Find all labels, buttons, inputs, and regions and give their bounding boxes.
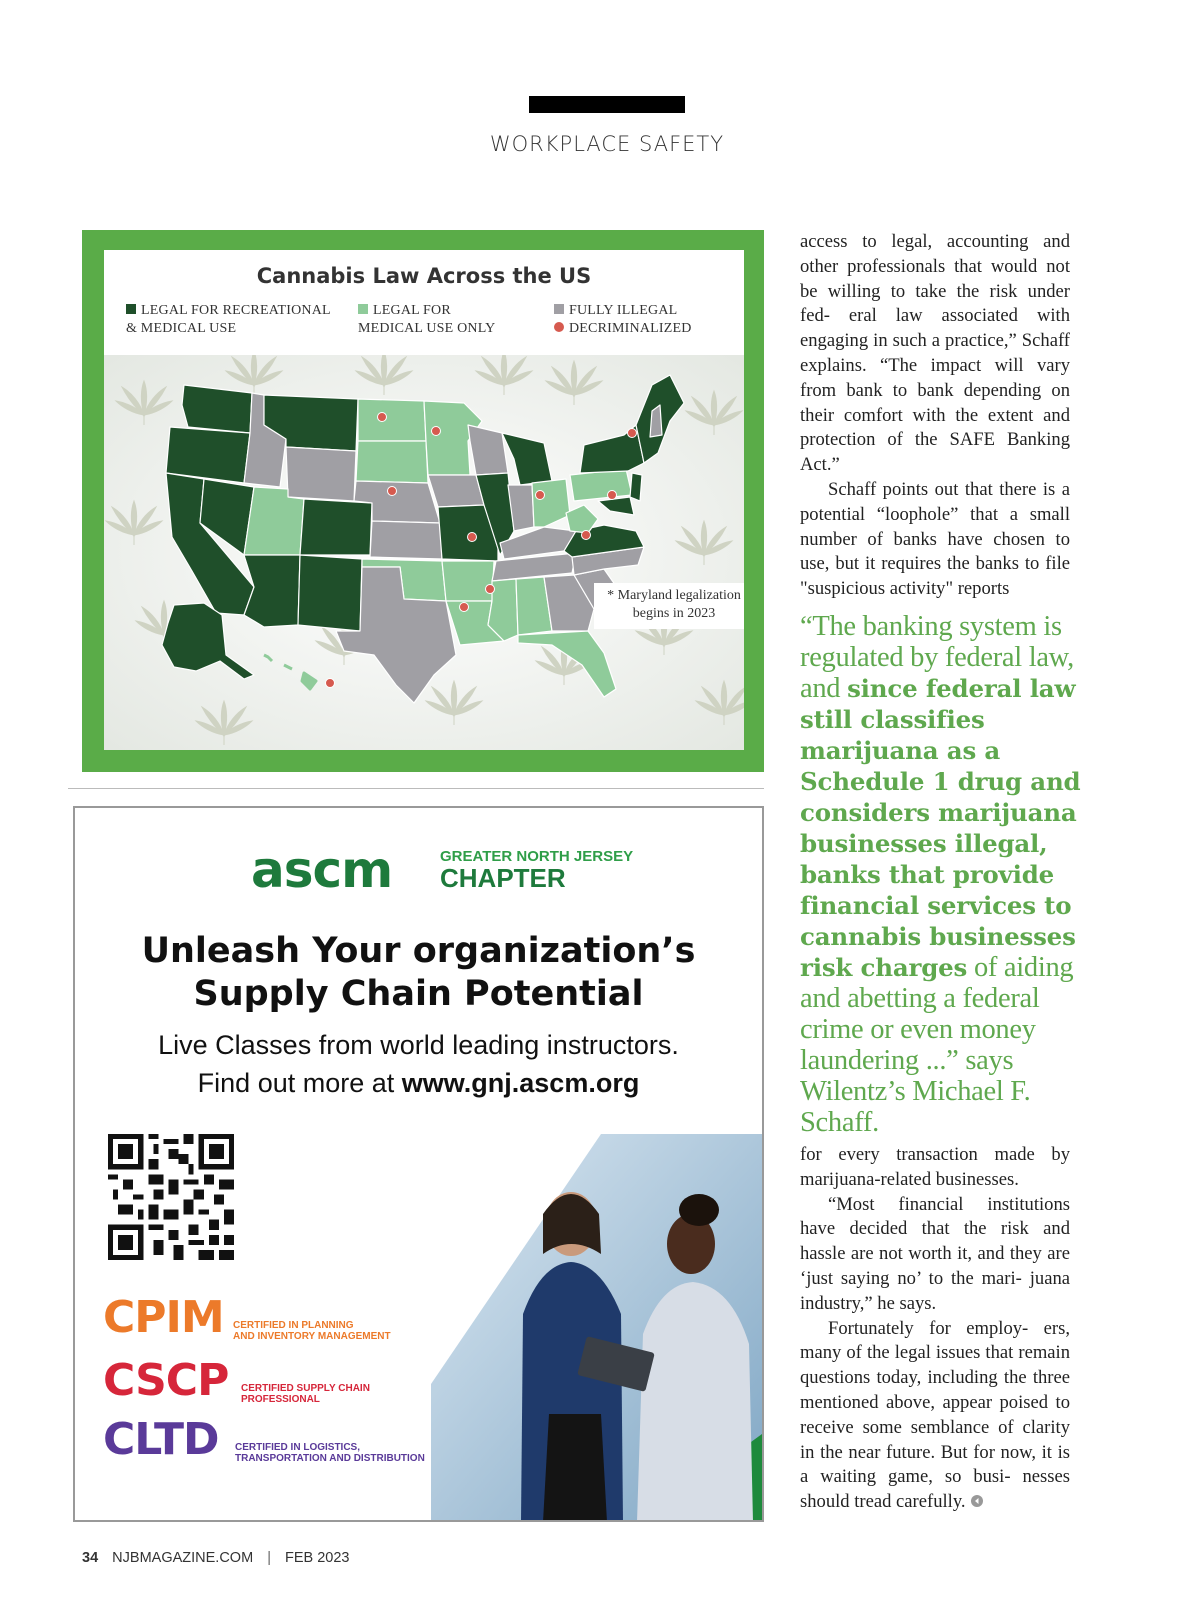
ascm-logo: ascm	[251, 841, 393, 899]
legend-recreational	[126, 302, 331, 338]
end-mark-icon	[970, 1494, 984, 1508]
pull-quote-bold: since federal law still classifies marijuana as a Schedule 1 drug and considers marijuana businesses illegal, banks that provide financial services to cannabis businesses risk charges	[800, 674, 1081, 982]
pull-quote-part1: “The banking system is regulated by federal law, and	[800, 611, 1074, 704]
ad-subtext-line2	[198, 1068, 640, 1098]
legend-recreational-label-2: & MEDICAL USE	[126, 321, 237, 336]
state-ks	[370, 521, 442, 559]
cert-cpim-desc	[233, 1320, 391, 1342]
footer-site[interactable]: NJBMAGAZINE.COM	[112, 1550, 254, 1566]
legend-illegal-decrim	[554, 302, 692, 338]
legend-medical-label: LEGAL FOR	[373, 303, 451, 318]
map-title: Cannabis Law Across the US	[256, 264, 592, 288]
state-az	[244, 555, 300, 627]
state-ia	[428, 475, 484, 507]
legend-swatch-illegal	[554, 304, 564, 314]
page-number: 34	[82, 1550, 99, 1566]
state-wy	[286, 447, 356, 501]
legend-decriminalized-label: DECRIMINALIZED	[569, 321, 692, 336]
article-paragraph-text: Fortunately for employ- ers, many of the legal issues that remain questions today, including the three mentioned above, appear poised to receive some semblance of clarity in the near future. But for now, it is a waiting game, so busi- nesses should tread carefully.	[800, 1317, 1070, 1513]
legend-medical-label-2: MEDICAL USE ONLY	[358, 321, 496, 336]
article-paragraph: “Most financial institutions have decided that the risk and hassle are not worth it, and they are ‘just saying no’ to the mari- juana industry,” he says.	[800, 1193, 1070, 1314]
ad-photo-two-women-tablet	[431, 1134, 762, 1522]
footer-date: FEB 2023	[285, 1550, 350, 1566]
ad-subtext	[75, 1026, 762, 1102]
cert-cscp-desc-2: PROFESSIONAL	[241, 1394, 320, 1405]
ad-find-prefix: Find out more at	[197, 1068, 402, 1098]
legend-dot-decriminalized	[554, 322, 564, 332]
ascm-logo-subtitle: GREATER NORTH JERSEY	[440, 848, 634, 865]
cert-cltd-desc	[235, 1442, 425, 1464]
page-footer	[82, 1550, 350, 1566]
map-footnote	[594, 583, 744, 629]
cert-cpim-desc-1: CERTIFIED IN PLANNING	[233, 1320, 354, 1331]
cert-cltd: CLTD	[103, 1414, 219, 1465]
article-paragraph: Schaff points out that there is a potential “loophole” that a small number of banks have chosen to use, but it requires the banks to file "suspicious activity" reports	[800, 478, 1070, 600]
cert-cpim: CPIM	[103, 1292, 224, 1343]
divider	[68, 788, 764, 789]
state-nd	[358, 399, 426, 441]
state-co	[300, 499, 372, 555]
map-footnote-line2: begins in 2023	[632, 606, 716, 621]
cert-cltd-desc-1: CERTIFIED IN LOGISTICS,	[235, 1442, 361, 1453]
map-figure	[82, 230, 764, 772]
ascm-advertisement[interactable]	[73, 806, 764, 1522]
state-ar	[442, 561, 494, 601]
legend-illegal-label: FULLY ILLEGAL	[569, 303, 678, 318]
legend-recreational-label: LEGAL FOR RECREATIONAL	[141, 303, 331, 318]
pull-quote	[800, 611, 1100, 1138]
cert-cscp: CSCP	[103, 1355, 229, 1406]
ad-url-link[interactable]: www.gnj.ascm.org	[401, 1068, 640, 1098]
cert-cpim-desc-2: AND INVENTORY MANAGEMENT	[233, 1331, 391, 1342]
state-pa	[570, 469, 632, 501]
article-column-top	[800, 230, 1070, 602]
map-footnote-line1: * Maryland legalization	[607, 588, 741, 603]
legend-swatch-medical	[358, 304, 368, 314]
footer-separator: |	[267, 1550, 271, 1566]
ad-headline	[75, 930, 762, 1016]
state-nm	[298, 555, 362, 631]
qr-code[interactable]	[108, 1134, 234, 1260]
cert-cltd-desc-2: TRANSPORTATION AND DISTRIBUTION	[235, 1453, 425, 1464]
legend-swatch-recreational	[126, 304, 136, 314]
cert-cscp-desc	[241, 1383, 370, 1405]
cert-cscp-desc-1: CERTIFIED SUPPLY CHAIN	[241, 1383, 370, 1394]
article-paragraph: access to legal, accounting and other professionals that would not be willing to take the risk under fed- eral law associated with engaging in such a practice,” Schaff explains. “The impact will vary from bank to bank depending on their comfort with the extent and protection of the SAFE Banking Act.”	[800, 231, 1070, 476]
article-column-bottom	[800, 1143, 1070, 1515]
state-wa	[182, 385, 252, 433]
us-map	[104, 355, 744, 750]
section-title: WORKPLACE SAFETY	[489, 132, 725, 156]
state-nj	[630, 473, 642, 501]
ascm-logo-chapter: CHAPTER	[440, 863, 566, 893]
pull-quote-part2: of aiding and abetting a federal crime or even money laundering ...” says Wilentz’s Michael F. Schaff.	[800, 952, 1074, 1138]
ad-subtext-line1: Live Classes from world leading instructors.	[158, 1030, 679, 1060]
article-paragraph	[800, 1317, 1070, 1515]
ad-headline-line1: Unleash Your organization’s	[141, 931, 696, 971]
state-sd	[356, 441, 428, 483]
map-panel	[104, 250, 744, 750]
section-bar	[529, 96, 685, 113]
legend-medical	[358, 302, 495, 338]
article-paragraph: for every transaction made by marijuana-related businesses.	[800, 1144, 1070, 1190]
ad-headline-line2: Supply Chain Potential	[193, 974, 644, 1014]
